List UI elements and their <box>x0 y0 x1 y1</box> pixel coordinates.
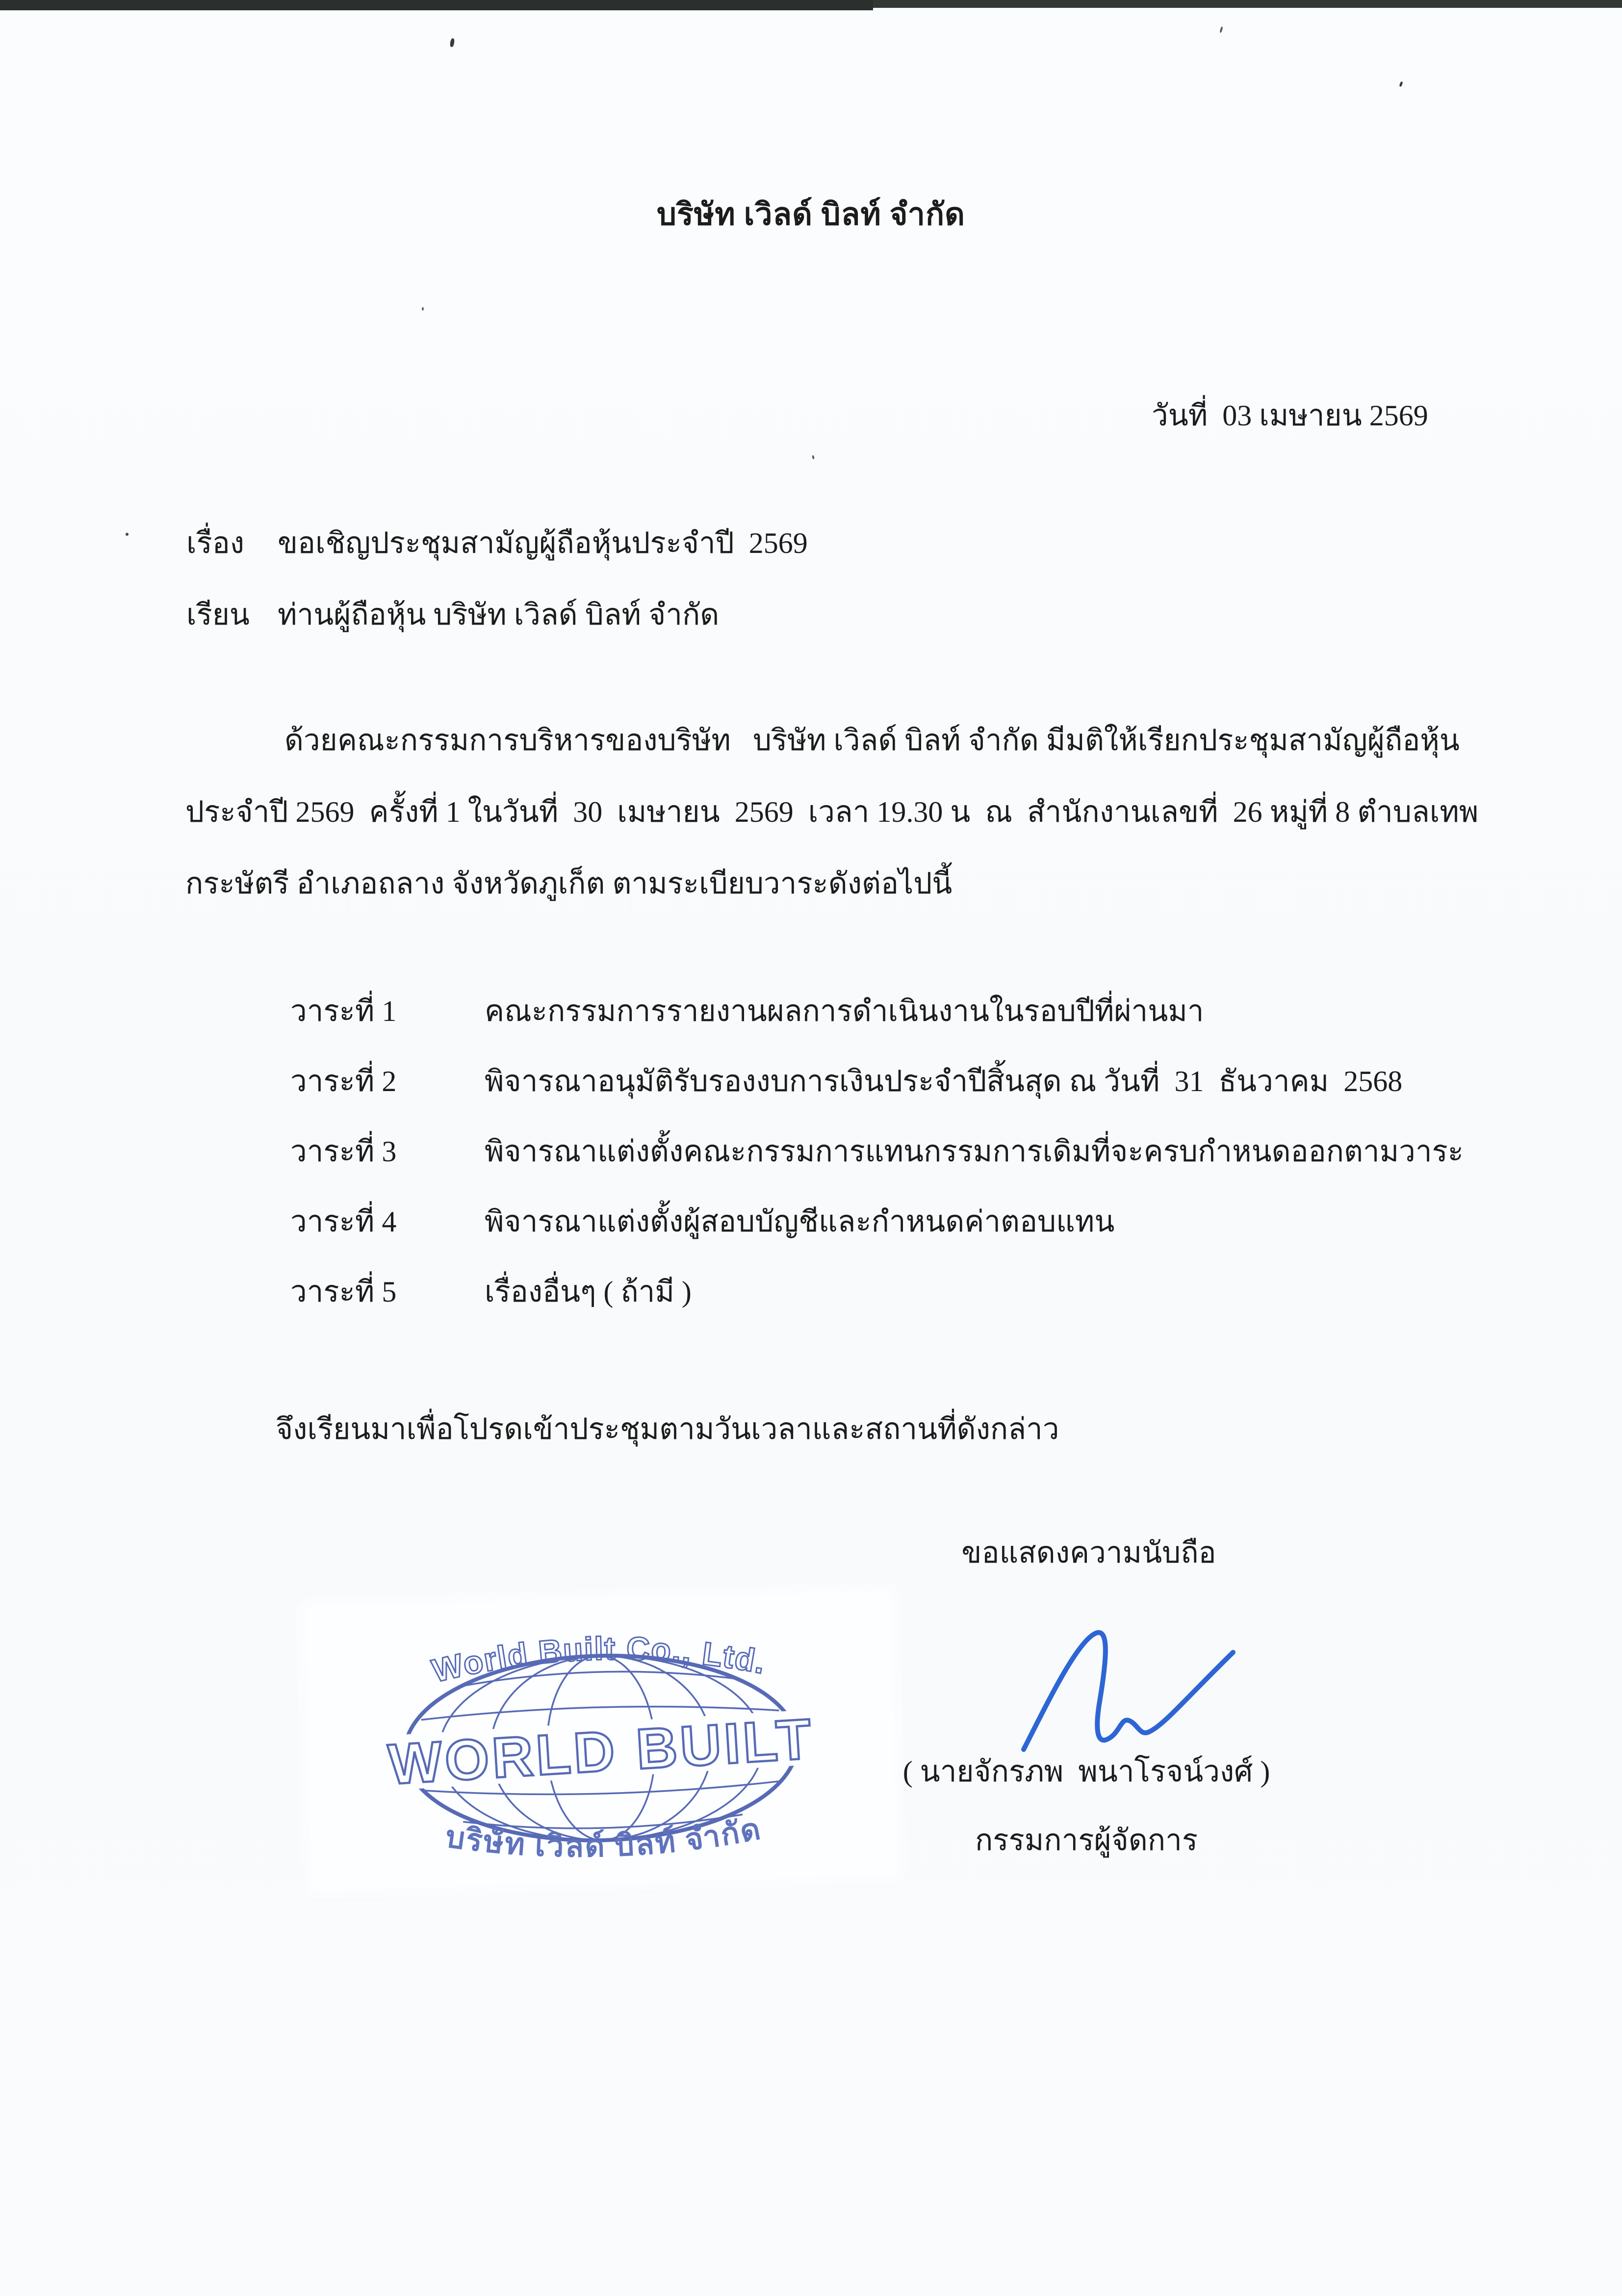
agenda-text: พิจารณาอนุมัติรับรองงบการเงินประจำปีสิ้นสุด ณ วันที่ 31 ธันวาคม 2568 <box>485 1065 1403 1097</box>
agenda-text: เรื่องอื่นๆ ( ถ้ามี ) <box>485 1276 692 1308</box>
company-title: บริษัท เวิลด์ บิลท์ จำกัด <box>656 197 966 232</box>
agenda-label: วาระที่ 2 <box>290 1065 397 1097</box>
body-line-1: ด้วยคณะกรรมการบริหารของบริษัท บริษัท เวิลด์ บิลท์ จำกัด มีมติให้เรียกประชุมสามัญผู้ถือหุ้น <box>284 724 1460 757</box>
scan-speck <box>126 533 129 536</box>
scan-speck <box>1219 26 1223 33</box>
agenda-label: วาระที่ 1 <box>290 995 397 1027</box>
agenda-label: วาระที่ 3 <box>290 1135 397 1168</box>
scan-speck <box>1399 81 1403 87</box>
agenda-label: วาระที่ 4 <box>290 1205 397 1238</box>
to-text: ท่านผู้ถือหุ้น บริษัท เวิลด์ บิลท์ จำกัด <box>278 599 720 631</box>
closing-line: จึงเรียนมาเพื่อโปรดเข้าประชุมตามวันเวลาและสถานที่ดังกล่าว <box>276 1413 1059 1445</box>
subject-text: ขอเชิญประชุมสามัญผู้ถือหุ้นประจำปี 2569 <box>278 527 808 559</box>
scan-speck <box>812 455 815 460</box>
signer-title: กรรมการผู้จัดการ <box>975 1824 1198 1856</box>
signer-name: ( นายจักรภพ พนาโรจน์วงศ์ ) <box>902 1755 1270 1788</box>
agenda-text: พิจารณาแต่งตั้งผู้สอบบัญชีและกำหนดค่าตอบแทน <box>485 1205 1115 1238</box>
scanner-edge-band-dark <box>0 0 873 10</box>
subject-label: เรื่อง <box>186 527 245 559</box>
signature <box>1002 1618 1257 1760</box>
stamp-arc-bottom-text: บริษัท เวิลด์ บิลท์ จำกัด <box>443 1812 765 1864</box>
agenda-label: วาระที่ 5 <box>290 1276 397 1308</box>
date-line: วันที่ 03 เมษายน 2569 <box>1152 399 1428 432</box>
signature-stroke <box>1024 1633 1233 1749</box>
scan-speck <box>422 307 424 311</box>
agenda-text: คณะกรรมการรายงานผลการดำเนินงานในรอบปีที่ผ่านมา <box>485 995 1204 1027</box>
body-line-3: กระษัตรี อำเภอถลาง จังหวัดภูเก็ต ตามระเบียบวาระดังต่อไปนี้ <box>185 867 953 900</box>
agenda-text: พิจารณาแต่งตั้งคณะกรรมการแทนกรรมการเดิมที่จะครบกำหนดออกตามวาระ <box>485 1135 1464 1168</box>
body-line-2: ประจำปี 2569 ครั้งที่ 1 ในวันที่ 30 เมษายน 2569 เวลา 19.30 น ณ สำนักงานเลขที่ 26 หมู่ที่ 8 ตำบลเทพ <box>185 796 1479 828</box>
company-stamp <box>309 1596 893 1886</box>
stamp-arc-top-text: World Built Co., Ltd. <box>428 1630 770 1689</box>
to-label: เรียน <box>186 599 250 631</box>
stamp-globe-text: WORLD BUILT <box>386 1706 816 1797</box>
scan-speck <box>449 38 455 47</box>
salutation: ขอแสดงความนับถือ <box>961 1537 1216 1569</box>
stamp-banner <box>334 1703 869 1800</box>
stamp-graphic <box>309 1596 893 1886</box>
